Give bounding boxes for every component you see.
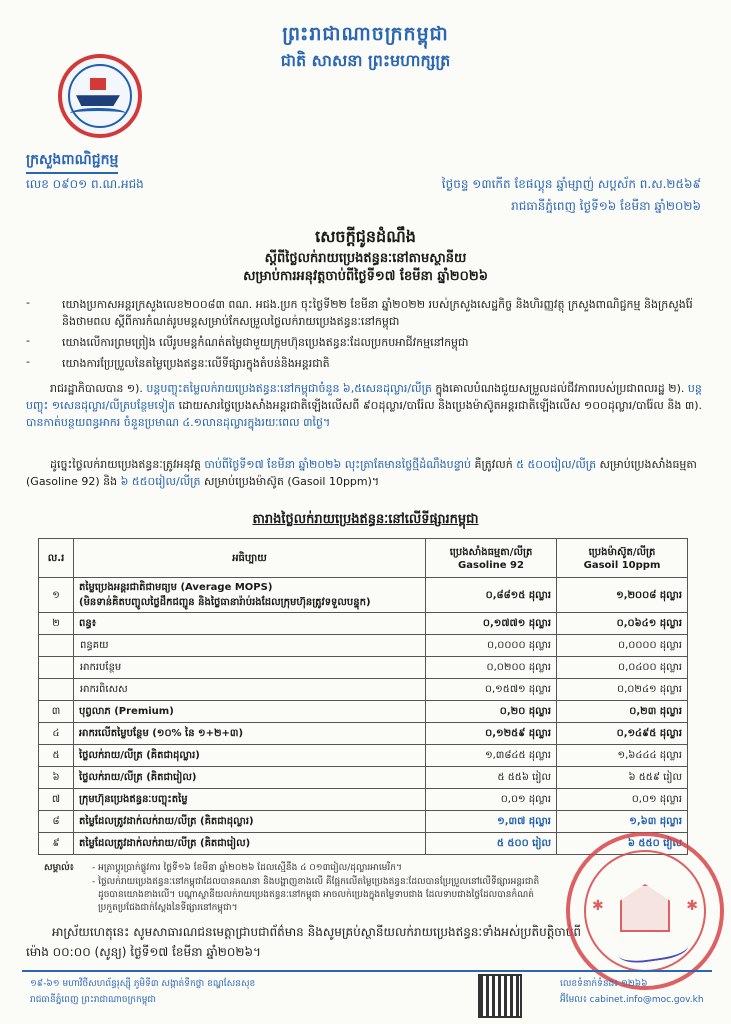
row-gasoline: ០,១៧៧១ ដុល្លារ — [426, 613, 557, 635]
table-row — [39, 789, 688, 811]
row-no: ៥ — [39, 745, 74, 767]
footer-divider — [22, 970, 712, 972]
row-no: ៩ — [39, 833, 74, 855]
motto-heading: ជាតិ សាសនា ព្រះមហាក្សត្រ — [280, 51, 451, 70]
row-desc: តម្លៃដែលត្រូវដាក់លក់រាយ/លីត្រ (គិតជាដុល្លារ) — [74, 811, 426, 833]
notice-subtitle-2: សម្រាប់ការអនុវត្តចាប់ពីថ្ងៃទី១៧ ខែមីនា ឆ្នាំ២០២៦ — [243, 269, 488, 284]
row-no: ៧ — [39, 789, 74, 811]
col-header-desc: អធិប្បាយ — [74, 539, 426, 578]
table-title: តារាងថ្លៃលក់រាយប្រេងឥន្ធនៈនៅលើទីផ្សារកម្ពុជា — [252, 512, 479, 527]
footer-email[interactable]: អ៊ីមែល៖ cabinet.info@moc.gov.kh — [560, 995, 704, 1005]
table-row — [39, 578, 688, 613]
row-desc: អាករបន្ថែម — [74, 657, 426, 679]
row-no: ១ — [39, 578, 74, 613]
table-row — [39, 767, 688, 789]
p2-text-a: ដូច្នេះថ្លៃលក់រាយប្រេងឥន្ធនៈត្រូវអនុវត្ត — [50, 458, 205, 471]
table-row — [39, 833, 688, 855]
row-desc: ថ្លៃលក់រាយ/លីត្រ (គិតជារៀល) — [74, 767, 426, 789]
row-gasoil: ០,២៣ ដុល្លារ — [557, 701, 688, 723]
bullet-dash: - — [26, 334, 30, 347]
p2-text-c: គឺត្រូវលក់ — [471, 458, 517, 471]
row-gasoline: ៥ ៥៥៦ រៀល — [426, 767, 557, 789]
ministry-logo — [58, 54, 142, 138]
row-no — [39, 679, 74, 701]
solar-date: រាជធានីភ្នំពេញ ថ្ងៃទី១៦ ខែមីនា ឆ្នាំ២០២៦ — [511, 199, 701, 213]
p1-text-e: ដោយសារថ្លៃប្រេងសាំងអន្តរជាតិឡើងលើសពី ៩០ដុល្លារ/បារ៉ែល និងប្រេងម៉ាស៊ូតអន្តរជាតិឡើងលើស ១០០ដុល្លារ/បារ៉ែល និង ៣). — [175, 399, 703, 412]
fuel-price-table — [38, 538, 688, 855]
row-gasoil: ០,០១ ដុល្លារ — [557, 789, 688, 811]
lunar-date: ថ្ងៃចន្ទ ១៣កើត ខែផល្គុន ឆ្នាំម្សាញ់ សប្តស័ក ព.ស.២៥៦៩ — [441, 177, 701, 191]
row-desc: អាករពិសេស — [74, 679, 426, 701]
row-desc: ពន្ធ៖ — [74, 613, 426, 635]
row-gasoline: ០,១៥៧១ ដុល្លារ — [426, 679, 557, 701]
table-row — [39, 723, 688, 745]
row-gasoline: ០,០២០០ ដុល្លារ — [426, 657, 557, 679]
row-desc-line2: (មិនទាន់គិតបញ្ចូលថ្លៃដឹកជញ្ជូន និងថ្លៃធានារ៉ាប់រងដែលក្រុមហ៊ុនត្រូវទទួលបន្ទុក) — [79, 597, 371, 608]
row-desc: បុព្វលាភ (Premium) — [74, 701, 426, 723]
kingdom-heading: ព្រះរាជាណាចក្រកម្ពុជា — [282, 23, 449, 45]
row-desc: តម្លៃដែលត្រូវដាក់លក់រាយ/លីត្រ (គិតជារៀល) — [74, 833, 426, 855]
row-no: ៨ — [39, 811, 74, 833]
row-gasoil: ១,៦៤៤៤ ដុល្លារ — [557, 745, 688, 767]
note-1: - អត្រាប្តូរប្រាក់ផ្លូវការ ថ្ងៃទី១៦ ខែមីនា ឆ្នាំ២០២៦ ដែលស្មើនឹង ៤ ០១៣រៀល/ដុល្លារអាមេរិក។ — [92, 863, 402, 873]
paragraph-government — [26, 380, 706, 431]
paragraph-prices — [26, 456, 706, 490]
row-gasoline: ១,៣៨៤៥ ដុល្លារ — [426, 745, 557, 767]
p1-text-b: បន្តបញ្ចុះតម្លៃលក់រាយប្រេងឥន្ធនៈនៅកម្ពុជាចំនួន ៦,៥សេនដុល្លារ/លីត្រ — [146, 382, 432, 395]
p2-text-f: ៦ ៥៥០រៀល/លីត្រ — [120, 475, 201, 488]
row-desc-line1: តម្លៃប្រេងអន្តរជាតិជាមធ្យម (Average MOPS) — [79, 582, 273, 593]
row-desc: ថ្លៃលក់រាយ/លីត្រ (គិតជាដុល្លារ) — [74, 745, 426, 767]
row-gasoline: ០,២០ ដុល្លារ — [426, 701, 557, 723]
p1-text-d: បន្តបញ្ចុះ ១សេនដុល្លារ/លីត្របន្ថែមទៀត — [26, 382, 702, 412]
note-3: ដូចបានយោងខាងលើ។ បណ្តាស្ថានីយលក់រាយប្រេងឥន្ធនៈនៅកម្ពុជា អាចលក់ប្រេងក្នុងតម្លៃទាបជាង ដែលទាបជាងថ្លៃដែលបានកំណត់ — [98, 890, 534, 900]
row-gasoline: ០,៨៨១៥ ដុល្លារ — [426, 578, 557, 613]
footer-phone: លេខទំនាក់ទំនង៖ ១២៦៦ — [560, 979, 648, 989]
p2-text-d: ៥ ៥០០រៀល/លីត្រ — [516, 458, 597, 471]
reference-number: លេខ ០៩០១ ព.ណ.អជង — [26, 177, 144, 191]
row-gasoil: ០,១៤៩៥ ដុល្លារ — [557, 723, 688, 745]
row-gasoline: ០,០០០០ ដុល្លារ — [426, 635, 557, 657]
official-seal: ✱ ✱ — [566, 832, 724, 990]
closing-line-1: អាស្រ័យហេតុនេះ សូមសាធារណជនមេត្តាជ្រាបជាព័ត៌មាន និងសូមគ្រប់ស្ថានីយលក់រាយប្រេងឥន្ធនៈទាំងអស់ប្រតិបត្តិចាប់ពី — [52, 925, 581, 939]
footer-address-2: រាជធានីភ្នំពេញ ព្រះរាជាណាចក្រកម្ពុជា — [30, 995, 156, 1005]
row-gasoil: ០,០០០០ ដុល្លារ — [557, 635, 688, 657]
row-desc: ពន្ធគយ — [74, 635, 426, 657]
row-desc: អាករលើតម្លៃបន្ថែម (១០% នៃ ១+២+៣) — [74, 723, 426, 745]
row-no: ២ — [39, 613, 74, 635]
row-no — [39, 657, 74, 679]
row-no: ៤ — [39, 723, 74, 745]
closing-line-2: ម៉ោង ០០:០០ (សូន្យ) ថ្ងៃទី១៧ ខែមីនា ឆ្នាំ២០២៦។ — [26, 945, 261, 959]
p1-text-f: បានកាត់បន្ថយពន្ធអាករ ចំនួនប្រមាណ ៤.១លានដុល្លារក្នុងរយៈពេល ៣ថ្ងៃ។ — [26, 416, 331, 429]
col-header-gasoline — [426, 539, 557, 578]
bullet-dash: - — [26, 355, 30, 368]
notice-subtitle-1: ស្តីពីថ្លៃលក់រាយប្រេងឥន្ធនៈនៅតាមស្ថានីយ — [264, 251, 467, 266]
row-gasoline: ០,១២៥៩ ដុល្លារ — [426, 723, 557, 745]
p2-text-e: សម្រាប់ប្រេងសាំងធម្មតា (Gasoline 92) និង — [26, 458, 697, 488]
table-row — [39, 745, 688, 767]
row-gasoil: ០,០២៤១ ដុល្លារ — [557, 679, 688, 701]
row-gasoil: ៦ ៥៥០ រៀល — [557, 833, 688, 855]
p1-text-a: រាជរដ្ឋាភិបាលបាន ១). — [50, 382, 147, 395]
qr-code-icon[interactable] — [478, 974, 522, 1018]
bullet-text-2: យោងលើការព្រមព្រៀង លើរូបមន្តកំណត់តម្លៃជាមួយក្រុមហ៊ុនប្រេងឥន្ធនៈដែលប្រកបអាជីវកម្មនៅកម្ពុជា — [62, 336, 469, 349]
table-row — [39, 811, 688, 833]
gasoil-header-en: Gasoil 10ppm — [583, 560, 661, 571]
row-desc — [74, 578, 426, 613]
row-gasoline: ១,៣៧ ដុល្លារ — [426, 811, 557, 833]
table-row — [39, 635, 688, 657]
note-4: ប្រកួតប្រជែងជាក់ស្តែងនៃទីផ្សារនៅកម្ពុជា។ — [98, 903, 238, 913]
row-gasoil: ០,០៦៤១ ដុល្លារ — [557, 613, 688, 635]
row-gasoil: ១,២០០៨ ដុល្លារ — [557, 578, 688, 613]
ministry-name: ក្រសួងពាណិជ្ជកម្ម — [26, 150, 118, 174]
notice-title: សេចក្តីជូនដំណឹង — [315, 227, 416, 246]
p2-text-b: ចាប់ពីថ្ងៃទី១៧ ខែមីនា ឆ្នាំ២០២៦ លុះត្រាតែមានថ្លៃថ្មីដំណឹងបន្ទាប់ — [204, 458, 472, 471]
p2-text-g: សម្រាប់ប្រេងម៉ាស៊ូត (Gasoil 10ppm)។ — [200, 475, 380, 488]
row-no — [39, 635, 74, 657]
bullet-text-3: យោងការប្រែប្រួលនៃតម្លៃប្រេងឥន្ធនៈលើទីផ្សារក្នុងតំបន់និងអន្តរជាតិ — [62, 357, 330, 370]
row-no: ៣ — [39, 701, 74, 723]
notes-label: សម្គាល់៖ — [44, 863, 74, 873]
p1-text-c: ក្នុងគោលបំណងជួយសម្រួលដល់ជីវភាពរបស់ប្រជាពលរដ្ឋ ២). — [431, 382, 688, 395]
row-gasoil: ០,០៤០០ ដុល្លារ — [557, 657, 688, 679]
table-row — [39, 657, 688, 679]
table-row — [39, 613, 688, 635]
gasoil-header-km: ប្រេងម៉ាស៊ូត/លីត្រ — [588, 547, 656, 558]
gasoline-header-km: ប្រេងសាំងធម្មតា/លីត្រ — [449, 547, 533, 558]
row-no: ៦ — [39, 767, 74, 789]
bullet-text-1: យោងប្រកាសអន្តរក្រសួងលេខ២០០៨៣ ពណ. អជង.ប្រក ចុះថ្ងៃទី២២ ខែមីនា ឆ្នាំ២០២២ របស់ក្រសួងសេដ្ឋកិច្ច និងហិរញ្ញវត្ថុ ក្រសួងពាណិជ្ជកម្ម និងក្រសួងរ៉ែ និងថាមពល ស្តីពីការកំណត់រូបមន្តសម្រាប់កែសម្រួលថ្លៃលក់រាយប្រេងឥន្ធនៈនៅកម្ពុជា — [62, 298, 693, 328]
table-row — [39, 679, 688, 701]
row-gasoline: ០,០១ ដុល្លារ — [426, 789, 557, 811]
row-gasoline: ៥ ៥០០ រៀល — [426, 833, 557, 855]
row-gasoil: ៦ ៥៥៩ រៀល — [557, 767, 688, 789]
row-desc: ក្រុមហ៊ុនប្រេងឥន្ធនៈបញ្ចុះតម្លៃ — [74, 789, 426, 811]
col-header-no: ល.រ — [39, 539, 74, 578]
note-2: - ថ្លៃលក់រាយប្រេងឥន្ធនៈនៅកម្ពុជាដែលបានគណនា និងបង្ហាញខាងលើ គឺផ្អែកលើតម្លៃប្រេងឥន្ធនៈដែលបានប្រែប្រួលនៅលើទីផ្សារអន្តរជាតិ — [92, 877, 540, 887]
col-header-gasoil — [557, 539, 688, 578]
row-gasoil: ១,៦៣ ដុល្លារ — [557, 811, 688, 833]
bullet-dash: - — [26, 296, 30, 309]
table-row — [39, 701, 688, 723]
gasoline-header-en: Gasoline 92 — [458, 560, 524, 571]
footer-address-1: ១៩-៦១ មហាវិថីសហព័ន្ធរុស្ស៊ី ភូមិទី៣ សង្កាត់ទឹកថ្លា ខណ្ឌសែនសុខ — [30, 979, 256, 989]
table-header-row — [39, 539, 688, 578]
